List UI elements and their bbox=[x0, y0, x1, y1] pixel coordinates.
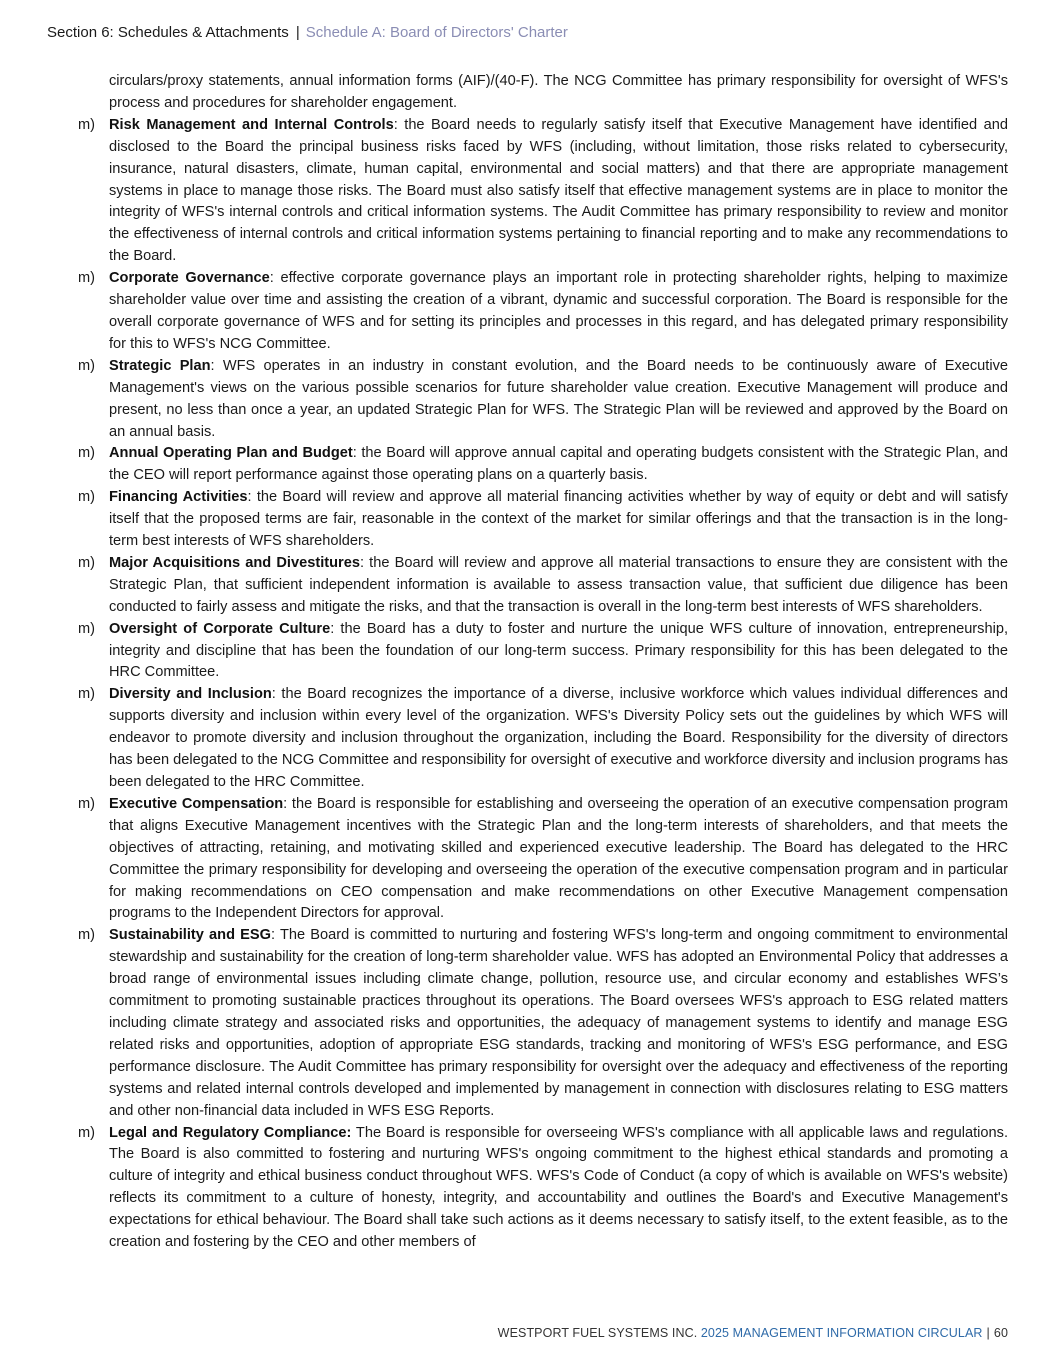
item-text: : the Board recognizes the importance of a diverse, inclusive workforce which values individual differences and supports diversity and inclusion within every level of the organization. WFS's Diversity Policy sets out the guidelines by which WFS will endeavor to promote diversity and inclusion throughout the organization, including the Board. Responsibility for the diversity of directors has been delegated to the NCG Committee and responsibility for oversight of executive and workforce diversity and inclusion programs has been delegated to the HRC Committee. bbox=[109, 686, 1008, 790]
list-marker: m) bbox=[78, 116, 96, 133]
list-item-body bbox=[109, 487, 1008, 553]
header-separator: | bbox=[295, 24, 300, 41]
list-item bbox=[78, 794, 1008, 925]
list-marker: m) bbox=[78, 270, 96, 287]
schedule-title: Schedule A: Board of Directors' Charter bbox=[305, 24, 568, 41]
list-item bbox=[78, 443, 1008, 487]
item-text: : the Board will review and approve all material transactions to ensure they are consistent with the Strategic Plan, that sufficient independent information is available to assess transaction value, that sufficient due diligence has been conducted to fairly assess and mitigate the risks, and that the transaction is overall in the long-term best interests of WFS shareholders. bbox=[109, 554, 1008, 615]
page-number: 60 bbox=[993, 1326, 1008, 1340]
item-term: Oversight of Corporate Culture bbox=[109, 620, 331, 637]
item-term: Legal and Regulatory Compliance: bbox=[109, 1124, 352, 1141]
list-item bbox=[78, 115, 1008, 268]
footer-company: WESTPORT FUEL SYSTEMS INC. bbox=[497, 1326, 698, 1340]
list-item bbox=[78, 268, 1008, 356]
list-item-body bbox=[109, 356, 1008, 444]
item-text: The Board is responsible for overseeing WFS's compliance with all applicable laws and regulations. The Board is also committed to fostering and nurturing WFS's ongoing commitment to the highest ethical standards and promoting a culture of integrity and ethical business conduct throughout WFS. WFS's Code of Conduct (a copy of which is available on WFS's website) reflects its commitment to a culture of honesty, integrity, and accountability and outlines the Board's and Executive Management's expectations for ethical behaviour. The Board shall take such actions as it deems necessary to satisfy itself, to the extent feasible, as to the creation and fostering by the CEO and other members of bbox=[109, 1124, 1009, 1251]
item-text: : the Board will approve annual capital and operating budgets consistent with the Strategic Plan, and the CEO will report performance against those operating plans on a quarterly basis. bbox=[109, 445, 1008, 484]
list-item-body bbox=[109, 553, 1008, 619]
list-marker: m) bbox=[78, 686, 96, 703]
item-term: Sustainability and ESG bbox=[109, 927, 271, 944]
list-marker: m) bbox=[78, 357, 96, 374]
item-term: Risk Management and Internal Controls bbox=[109, 116, 394, 133]
list-marker: m) bbox=[78, 445, 96, 462]
list-item-body bbox=[109, 925, 1008, 1122]
item-text: : the Board will review and approve all material financing activities whether by way of equity or debt and will satisfy itself that the proposed terms are fair, reasonable in the context of the market for similar offerings and that the transaction is in the long-term best interests of WFS shareholders. bbox=[109, 489, 1008, 550]
section-title: Section 6: Schedules & Attachments bbox=[47, 24, 289, 41]
list-marker: m) bbox=[78, 927, 96, 944]
list-marker: m) bbox=[78, 1124, 96, 1141]
item-term: Major Acquisitions and Divestitures bbox=[109, 554, 360, 571]
item-term: Corporate Governance bbox=[109, 270, 270, 287]
list-item bbox=[78, 684, 1008, 794]
list-item-body bbox=[109, 115, 1008, 268]
item-term: Diversity and Inclusion bbox=[109, 686, 272, 703]
list-item bbox=[78, 553, 1008, 619]
list-marker: m) bbox=[78, 554, 96, 571]
page-footer bbox=[498, 1324, 1008, 1342]
list-item bbox=[78, 619, 1008, 685]
charter-body bbox=[78, 71, 1008, 1254]
list-item-body bbox=[109, 1123, 1008, 1254]
item-term: Annual Operating Plan and Budget bbox=[109, 445, 353, 462]
item-term: Strategic Plan bbox=[109, 357, 211, 374]
item-text: : WFS operates in an industry in constant evolution, and the Board needs to be continuously aware of Executive Management's views on the various possible scenarios for future shareholder value creation. Executive Management will produce and present, no less than once a year, an updated Strategic Plan for WFS. The Strategic Plan will be reviewed and approved by the Board on an annual basis. bbox=[109, 357, 1009, 440]
item-term: Financing Activities bbox=[109, 489, 248, 506]
list-item-body bbox=[109, 619, 1008, 685]
footer-document-title: 2025 MANAGEMENT INFORMATION CIRCULAR bbox=[700, 1326, 983, 1340]
list-item bbox=[78, 1123, 1008, 1254]
item-text: : The Board is committed to nurturing and fostering WFS's long-term and ongoing commitment to environmental stewardship and sustainability for the creation of long-term shareholder value. WFS has adopted an Environmental Policy that addresses a broad range of environmental issues including climate change, pollution, resource use, and circular economy and establishes WFS’s commitment to promoting sustainable practices throughout its operations. The Board oversees WFS's approach to ESG related matters including climate strategy and associated risks and opportunities, the adequacy of management systems to identify and manage ESG related risks and opportunities, adoption of appropriate ESG standards, tracking and monitoring of WFS's ESG performance, and ESG performance disclosure. The Audit Committee has primary responsibility for oversight over the adequacy and effectiveness of the reporting systems and related internal controls developed and implemented by management in connection with disclosures relating to ESG matters and other non-financial data included in WFS ESG Reports. bbox=[109, 927, 1008, 1119]
item-text: : the Board has a duty to foster and nurture the unique WFS culture of innovation, entrepreneurship, integrity and discipline that has been the foundation of our long-term success. Primary responsibility for this has been delegated to the HRC Committee. bbox=[109, 620, 1008, 681]
list-item-body bbox=[109, 794, 1008, 925]
item-text: : the Board is responsible for establishing and overseeing the operation of an executive compensation program that aligns Executive Management incentives with the Strategic Plan and the long-term interests of shareholders, and that meets the objectives of attracting, retaining, and motivating skilled and experienced executive leadership. The Board has delegated to the HRC Committee the primary responsibility for developing and overseeing the operation of the executive compensation program and in particular for making recommendations on CEO compensation and make recommendations on other Executive Management compensation programs to the Independent Directors for approval. bbox=[109, 795, 1008, 922]
list-item-body bbox=[109, 684, 1008, 794]
list-item bbox=[78, 925, 1008, 1122]
footer-separator: | bbox=[986, 1326, 990, 1340]
list-item bbox=[78, 487, 1008, 553]
page-header bbox=[47, 23, 568, 43]
list-marker: m) bbox=[78, 489, 96, 506]
list-item bbox=[78, 356, 1008, 444]
item-term: Executive Compensation bbox=[109, 795, 284, 812]
list-marker: m) bbox=[78, 620, 96, 637]
list-item-body bbox=[109, 443, 1008, 487]
continued-paragraph: circulars/proxy statements, annual information forms (AIF)/(40-F). The NCG Committee has primary responsibility for oversight of WFS's process and procedures for shareholder engagement. bbox=[109, 73, 1008, 111]
list-marker: m) bbox=[78, 795, 96, 812]
list-item-body bbox=[109, 268, 1008, 356]
item-text: : effective corporate governance plays an important role in protecting shareholder rights, helping to maximize shareholder value over time and assisting the creation of a vibrant, dynamic and successful corporation. The Board is responsible for the overall corporate governance of WFS and for setting its principles and processes in this regard, and has delegated primary responsibility for this to WFS's NCG Committee. bbox=[109, 270, 1008, 352]
item-text: : the Board needs to regularly satisfy itself that Executive Management have identified and disclosed to the Board the principal business risks faced by WFS (including, without limitation, those risks related to cybersecurity, insurance, natural disasters, climate, human capital, environmental and social matters) and that there are appropriate management systems in place to manage those risks. The Board must also satisfy itself that effective management systems are in place to monitor the integrity of WFS's internal controls and critical information systems. The Audit Committee has primary responsibility to review and monitor the effectiveness of internal controls and critical information systems pertaining to financial reporting and to make any recommendations to the Board. bbox=[109, 116, 1009, 265]
